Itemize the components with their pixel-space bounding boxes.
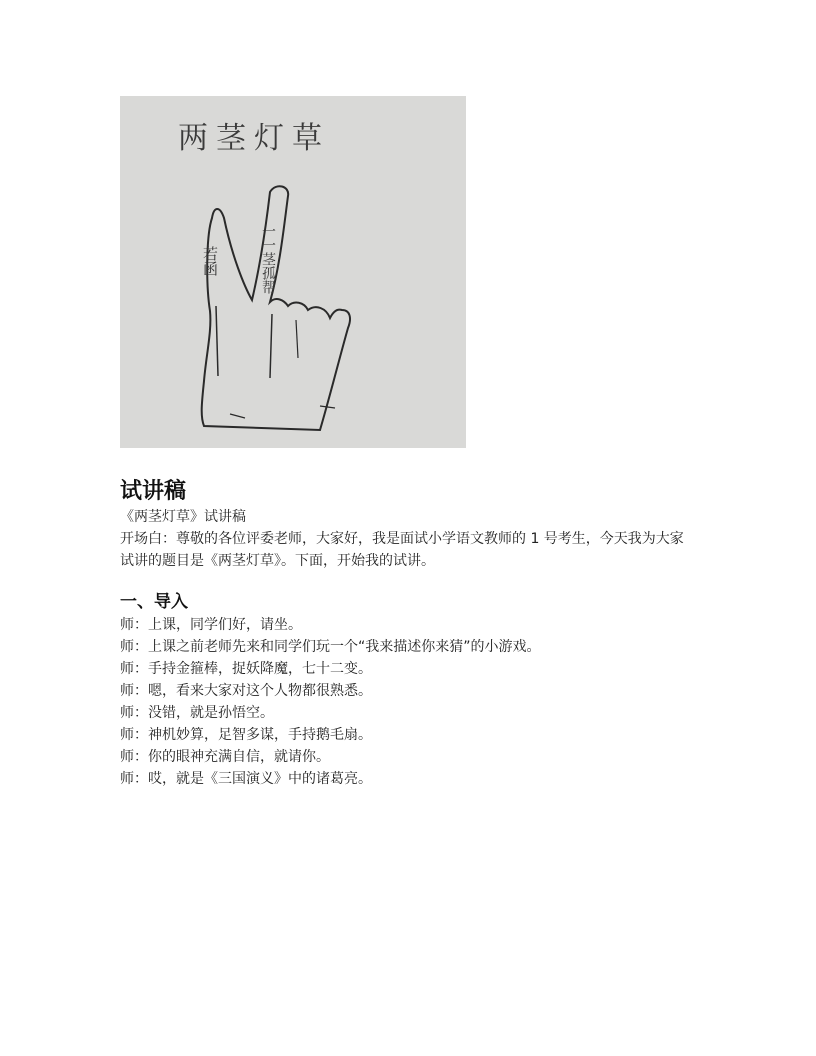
opening-paragraph: 开场白：尊敬的各位评委老师，大家好，我是面试小学语文教师的 1 号考生，今天我为大家试讲的题目是《两茎灯草》。下面，开始我的试讲。 [120, 531, 684, 569]
drawing-title-handwriting: 两茎灯草 [178, 121, 330, 156]
lecture-subtitle: 《两茎灯草》试讲稿 [120, 509, 246, 525]
dialog-line: 师：上课，同学们好，请坐。 [120, 617, 302, 633]
dialog-line: 师：没错，就是孙悟空。 [120, 705, 274, 721]
dialog-line: 师：嗯，看来大家对这个人物都很熟悉。 [120, 683, 372, 699]
left-finger-handwriting: 若函 [201, 246, 219, 276]
two-fingers-drawing [120, 96, 466, 448]
right-finger-handwriting: 一一茎孤帮 [260, 224, 276, 294]
dialog-line: 师：神机妙算，足智多谋，手持鹅毛扇。 [120, 727, 372, 743]
document-page [120, 96, 696, 790]
dialog-line: 师：手持金箍棒，捉妖降魔，七十二变。 [120, 661, 372, 677]
dialog-line: 师：上课之前老师先来和同学们玩一个“我来描述你来猜”的小游戏。 [120, 639, 541, 655]
section-heading-intro: 一、导入 [120, 592, 188, 612]
dialog-line: 师：你的眼神充满自信，就请你。 [120, 749, 330, 765]
hand-drawing-image [120, 96, 466, 448]
dialog-line: 师：哎，就是《三国演义》中的诸葛亮。 [120, 771, 372, 787]
document-title: 试讲稿 [120, 479, 187, 504]
